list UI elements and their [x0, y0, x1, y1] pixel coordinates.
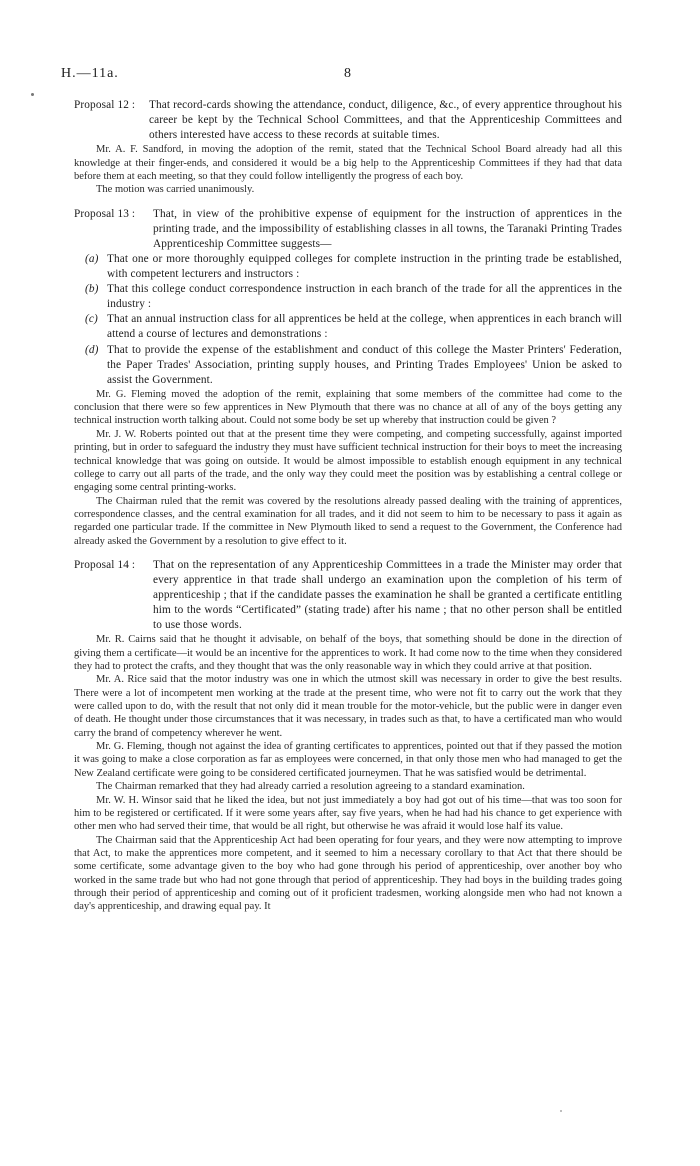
item-label: (a)	[85, 252, 99, 265]
page-body	[74, 98, 622, 914]
speech-paragraph	[74, 794, 622, 834]
speaker-name: Mr. J. W. Roberts	[96, 428, 173, 440]
item-text: That to provide the expense of the establishment and conduct of this college the Master Printers' Federation, the Paper Trades' Association, printing supply houses, and Printing Trades Employees' Union be asked to assist the Government.	[107, 343, 622, 386]
speech-text: said that the motor industry was one in which the utmost skill was necessary in order to give the best results. There were a lot of incompetent men working at the trade at the present time, who were not fit to carry out the work that they were called upon to do, with the result that not only did it mean trouble for the motor-vehicle, but the public were in danger even of death. He thought under those circumstances that it was necessary, in trades such as that, to have a certificated man who would carry the brand of competency wherever he went.	[74, 674, 623, 739]
proposal-item	[74, 252, 622, 282]
proposal-12	[74, 98, 622, 143]
speech-text: ruled that the remit was covered by the resolutions already passed dealing with the training of apprentices, correspondence classes, and the central examination for all trades, and it did not seem to him to be necessary to pass it again as regarded one particular trade. If the committee in New Plymouth liked to send a request to the Government, the Conference had already asked the Government by a resolution to give effect to it.	[74, 495, 622, 547]
document-reference: H.—11a.	[61, 66, 119, 81]
speaker-name: Mr. R. Cairns	[96, 634, 156, 646]
item-text: That this college conduct correspondence instruction in each branch of the trade for all the apprentices in the industry :	[107, 283, 622, 311]
proposal-label: Proposal 14 :	[74, 558, 136, 571]
speaker-name: The Chairman	[96, 495, 158, 507]
speech-text: said that he thought it advisable, on behalf of the boys, that something should be done in the direction of giving them a certificate—it would be an incentive for the apprentices to work. It had come now to the time when they considered they had to protect the crafts, and they thought that was the only reasonable way in which they could arrive at that position.	[74, 634, 623, 673]
speech-paragraph	[74, 673, 622, 740]
speech-paragraph	[74, 780, 622, 793]
margin-mark	[31, 93, 34, 96]
speaker-name: Mr. A. F. Sandford	[96, 144, 182, 156]
speaker-name: Mr. A. Rice	[96, 674, 147, 686]
proposal-label: Proposal 12 :	[74, 99, 136, 111]
item-label: (b)	[85, 283, 99, 296]
speech-paragraph	[74, 495, 622, 548]
speech-paragraph	[74, 740, 622, 780]
speech-text: moved the adoption of the remit, explaining that some members of the committee had come to the conclusion that there were so few apprentices in New Plymouth that there was no chance at all of any of the boys getting any technical instruction worth talking about. Could not some body be set up whereby that instruction could be given ?	[74, 388, 622, 427]
item-label: (d)	[85, 343, 99, 356]
speech-paragraph	[74, 428, 622, 495]
proposal-13	[74, 207, 622, 252]
item-label: (c)	[85, 313, 98, 326]
item-text: That an annual instruction class for all apprentices be held at the college, when apprentices in each branch will attend a course of lectures and demonstrations :	[107, 313, 622, 341]
speech-text: pointed out that at the present time they were competing, and competing successfully, against imported printing, but in order to safeguard the industry they must have sufficient technical instruction for their boys to meet the increasing technical knowledge that was going on outside. It would be almost impossible to establish enough equipment in any technical college to carry out all parts of the trade, and the only way they could meet the position was by establishing a central college or engaging some central printing-works.	[74, 428, 622, 494]
proposal-text: That on the representation of any Apprenticeship Committees in a trade the Minister may order that every apprentice in that trade shall undergo an examination upon the completion of his term of apprenticeship ; that if the candidate passes the examination he shall be granted a certificate entitling him to the words “Certificated” (stating trade) after his name ; that no other person shall be entitled to use those words.	[153, 558, 622, 632]
speech-text: said that he liked the idea, but not just immediately a boy had got out of his time—that was too soon for him to be registered or certificated. If it were some years after, say five years, when he had had his chance to get experience with other men who had served their time, that would be all right, but otherwise he was afraid it would lose half its value.	[74, 794, 622, 833]
speech-text: , though not against the idea of granting certificates to apprentices, pointed out that if they passed the motion it was going to make a close corporation as far as employees were concerned, in that only those men who had managed to get the New Zealand certificate were going to be considered certificated journeymen. That he was satisfied would be detrimental.	[74, 741, 622, 779]
speech-paragraph	[74, 388, 622, 428]
speech-paragraph	[74, 143, 622, 183]
speech-paragraph	[74, 633, 622, 673]
proposal-item	[74, 282, 622, 312]
page-number: 8	[344, 66, 351, 81]
item-text: That one or more thoroughly equipped colleges for complete instruction in the printing trade be established, with competent lecturers and instructors :	[107, 252, 622, 281]
speech-text: , in moving the adoption of the remit, stated that the Technical School Board already had all this knowledge at their finger-ends, and considered it would be a big help to the Apprenticeship Committees if they had that data before them at each meeting, so that they could follow intelligently the progress of each boy.	[74, 144, 623, 182]
speaker-name: Mr. W. H. Winsor	[96, 794, 173, 806]
proposal-14	[74, 558, 622, 633]
speech-text: remarked that they had already carried a resolution agreeing to a standard examination.	[156, 781, 525, 793]
speaker-name: The Chairman	[96, 834, 157, 846]
proposal-text: That record-cards showing the attendance, conduct, diligence, &c., of every apprentice throughout his career be kept by the Technical School Committees, and that the Apprenticeship Committees and others interested have access to these records at suitable times.	[149, 99, 622, 142]
speech-text: said that the Apprenticeship Act had been operating for four years, and they were now attempting to improve that Act, to make the apprentices more competent, and it seemed to him a necessary corollary to that Act that there should be some certificate, some advantage given to the boy who had gone through his period of apprenticeship, over another boy who worked in the same trade but who had not gone through that period of apprenticeship. They had boys in the building trades going through their period of apprenticeship and coming out of it proficient tradesmen, working alongside men who had not known a day's apprenticeship, and drawing equal pay. It	[74, 834, 622, 913]
motion-result: The motion was carried unanimously.	[96, 184, 255, 196]
speech-paragraph	[74, 834, 622, 914]
page-speck	[560, 1110, 562, 1112]
speaker-name: Mr. G. Fleming	[96, 741, 162, 753]
proposal-item	[74, 312, 622, 342]
speaker-name: The Chairman	[96, 781, 157, 793]
proposal-text: That, in view of the prohibitive expense of equipment for the instruction of apprentices in the printing trade, and the impossibility of establishing classes in all towns, the Taranaki Printing Trades Apprenticeship Committee suggests—	[153, 207, 622, 250]
proposal-item	[74, 343, 622, 388]
speaker-name: Mr. G. Fleming	[96, 388, 167, 400]
proposal-label: Proposal 13 :	[74, 207, 136, 220]
